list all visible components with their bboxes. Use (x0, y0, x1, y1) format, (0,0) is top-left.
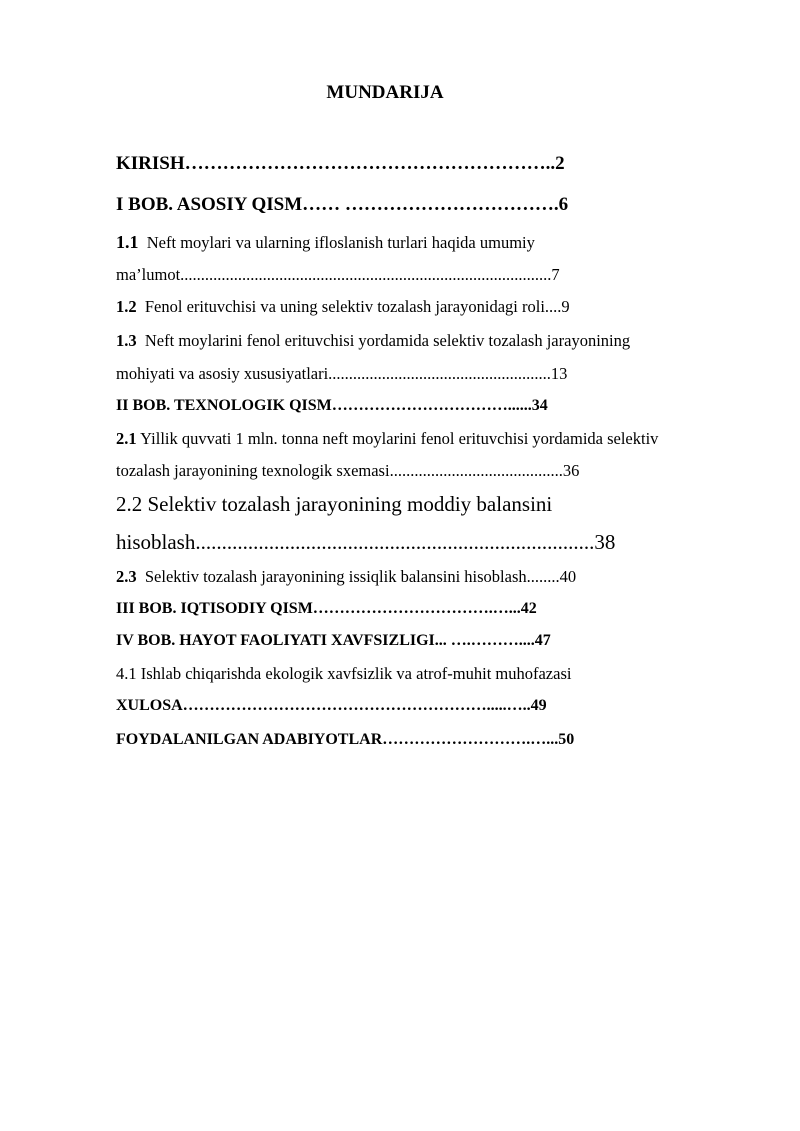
toc-entry-1-1-cont: ma’lumot..........................................................................................7 (116, 265, 560, 284)
toc-entry-4-1: 4.1 Ishlab chiqarishda ekologik xavfsizlik va atrof-muhit muhofazasi (116, 664, 572, 683)
toc-entry-number: 1.1 (116, 232, 139, 252)
toc-entry-2-2-cont: hisoblash............................................................................38 (116, 530, 616, 554)
toc-entry-text: Yillik quvvati 1 mln. tonna neft moylarini fenol erituvchisi yordamida selektiv (140, 429, 659, 448)
toc-entry-1-1 (116, 232, 535, 253)
toc-entry-text: Neft moylari va ularning ifloslanish turlari haqida umumiy (146, 233, 535, 252)
toc-entry-number: 1.3 (116, 331, 137, 350)
toc-entry-text: Neft moylarini fenol erituvchisi yordamida selektiv tozalash jarayonining (144, 331, 631, 350)
page-title: MUNDARIJA (326, 82, 444, 103)
toc-entry-chapter-1: I BOB. ASOSIY QISM…… …………………………….6 (116, 194, 569, 215)
toc-entry-1-3-cont: mohiyati va asosiy xususiyatlari......................................................13 (116, 364, 568, 383)
toc-entry-2-3 (116, 567, 576, 587)
toc-entry-1-2 (116, 297, 570, 317)
toc-entry-number: 2.1 (116, 429, 137, 448)
toc-entry-chapter-4: IV BOB. HAYOT FAOLIYATI XAVFSIZLIGI... ….………....47 (116, 632, 551, 649)
toc-entry-text: Fenol erituvchisi va uning selektiv tozalash jarayonidagi roli....9 (144, 297, 570, 316)
toc-entry-1-3 (116, 331, 630, 351)
toc-entry-2-1 (116, 429, 658, 449)
toc-entry-xulosa: XULOSA………………………………………………….....…..49 (116, 697, 547, 714)
toc-entry-number: 2.3 (116, 567, 137, 586)
toc-entry-chapter-2: II BOB. TEXNOLOGIK QISM……………………………......34 (116, 397, 548, 414)
toc-entry-number: 1.2 (116, 297, 137, 316)
toc-entry-chapter-3: III BOB. IQTISODIY QISM…………………………….…...42 (116, 600, 537, 617)
toc-entry-text: Selektiv tozalash jarayonining issiqlik balansini hisoblash........40 (144, 567, 577, 586)
toc-entry-2-2: 2.2 Selektiv tozalash jarayonining moddiy balansini (116, 492, 553, 516)
toc-entry-references: FOYDALANILGAN ADABIYOTLAR……………………….…...50 (116, 731, 575, 748)
toc-entry-2-1-cont: tozalash jarayonining texnologik sxemasi..........................................36 (116, 461, 580, 480)
toc-entry-kirish: KIRISH…………………………………………………..2 (116, 153, 565, 174)
